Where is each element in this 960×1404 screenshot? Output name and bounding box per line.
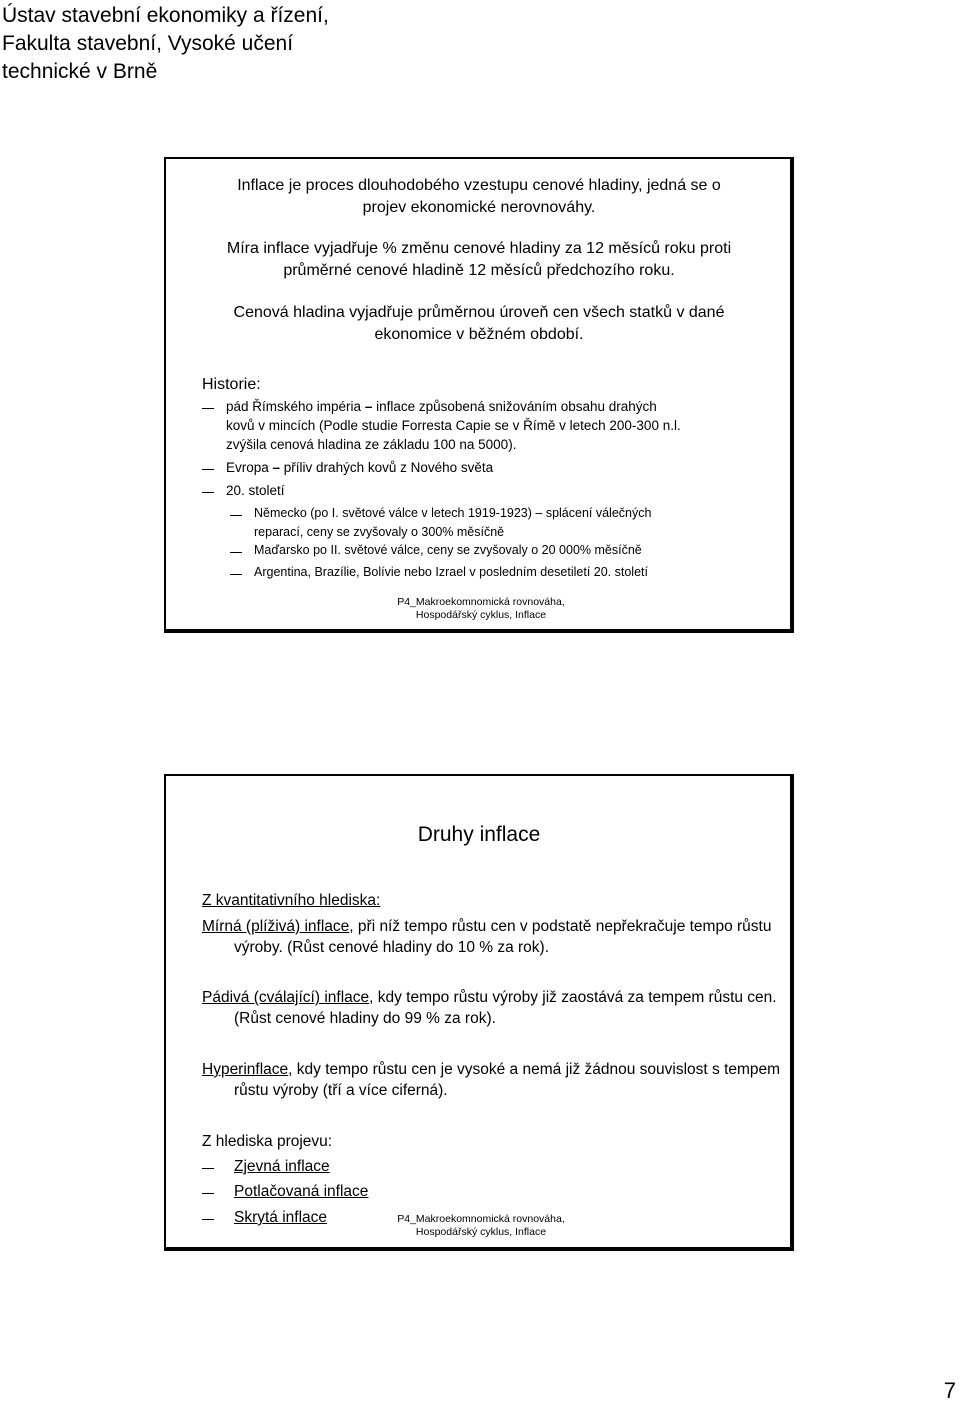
hyperinflation-line: Hyperinflace, kdy tempo růstu cen je vysoké a nemá již žádnou souvislost s tempem [202,1061,781,1078]
sub-bullet-dash [230,515,242,516]
paragraph-line: Cenová hladina vyjadřuje průměrnou úroveň cen všech statků v dané [233,304,725,321]
footer-line: Hospodářský cyklus, Inflace [415,1226,547,1238]
sub-item-hungary: Maďarsko po II. světové válce, ceny se zvyšovaly o 20 000% měsíčně [254,543,642,557]
document-header [2,2,329,86]
hyperinflation-line: růstu výroby (tří a více ciferná). [234,1082,448,1099]
bullet-dash [202,492,214,493]
item-hidden-inflation: Skrytá inflace [234,1209,328,1226]
header-line-1: Ústav stavební ekonomiky a řízení, [2,4,329,27]
header-line-3: technické v Brně [2,60,158,83]
paragraph-line: ekonomice v běžném období. [374,326,584,343]
footer-line: P4_Makroekomnomická rovnováha, [397,1213,565,1225]
galloping-inflation-term: Pádivá (cválající) inflace [202,989,370,1006]
slide-footer [376,596,586,622]
hyperinflation-term: Hyperinflace [202,1061,289,1078]
galloping-inflation-line: (Růst cenové hladiny do 99 % za rok). [234,1010,496,1027]
item-open-inflation: Zjevná inflace [234,1158,330,1175]
history-item-20th-century: 20. století [226,483,285,498]
sub-item-germany [254,504,651,542]
sub-bullet-dash [230,574,242,575]
paragraph-line: Míra inflace vyjadřuje % změnu cenové hladiny za 12 měsíců roku proti [226,240,732,257]
header-line-2: Fakulta stavební, Vysoké učení [2,32,294,55]
history-item-line: zvýšila cenová hladina ze základu 100 na 5000). [226,437,517,452]
sub-item-line: Německo (po I. světové válce v letech 1919-1923) – splácení válečných [254,506,652,520]
bullet-dash [202,469,214,470]
footer-line: Hospodářský cyklus, Inflace [415,609,547,621]
sub-bullet-dash [230,552,242,553]
mild-inflation-line: výroby. (Růst cenové hladiny do 10 % za rok). [234,939,550,956]
item-suppressed-inflation: Potlačovaná inflace [234,1183,369,1200]
bullet-dash [202,1168,214,1169]
mild-inflation [202,916,771,958]
sub-item-latin-america: Argentina, Brazílie, Bolívie nebo Izrael v posledním desetiletí 20. století [254,565,648,579]
display-heading: Z hlediska projevu: [202,1133,333,1150]
slide-footer [376,1213,586,1239]
galloping-inflation-line: Pádivá (cválající) inflace, kdy tempo růstu výroby již zaostává za tempem růstu cen. [202,989,777,1006]
paragraph-inflation-rate [166,238,792,282]
mild-inflation-term: Mírná (plíživá) inflace [202,918,350,935]
quantitative-heading: Z kvantitativního hlediska: [202,892,381,909]
history-heading: Historie: [202,376,261,393]
galloping-inflation [202,987,777,1029]
paragraph-line: projev ekonomické nerovnováhy. [362,199,596,216]
paragraph-price-level [166,302,792,346]
sub-item-line: reparací, ceny se zvyšovaly o 300% měsíčně [254,525,505,539]
paragraph-definition [166,175,792,219]
history-item-rome [226,397,681,454]
history-item-line: pád Římského impéria – inflace způsobená snižováním obsahu drahých [226,399,657,414]
paragraph-line: průměrné cenové hladině 12 měsíců předchozího roku. [283,262,675,279]
slide-types-of-inflation [164,774,794,1251]
footer-line: P4_Makroekomnomická rovnováha, [397,596,565,608]
bullet-dash [202,1193,214,1194]
slide-title: Druhy inflace [417,823,541,846]
history-item-europe: Evropa – příliv drahých kovů z Nového světa [226,460,494,475]
paragraph-line: Inflace je proces dlouhodobého vzestupu cenové hladiny, jedná se o [237,177,721,194]
bullet-dash [202,1219,214,1220]
bullet-dash [202,408,214,409]
page-number: 7 [943,1378,956,1403]
slide-inflation-definition [164,157,794,633]
hyperinflation [202,1059,780,1101]
mild-inflation-line: Mírná (plíživá) inflace, při níž tempo růstu cen v podstatě nepřekračuje tempo růstu [202,918,772,935]
history-item-line: kovů v mincích (Podle studie Forresta Capie se v Římě v letech 200-300 n.l. [226,418,681,433]
